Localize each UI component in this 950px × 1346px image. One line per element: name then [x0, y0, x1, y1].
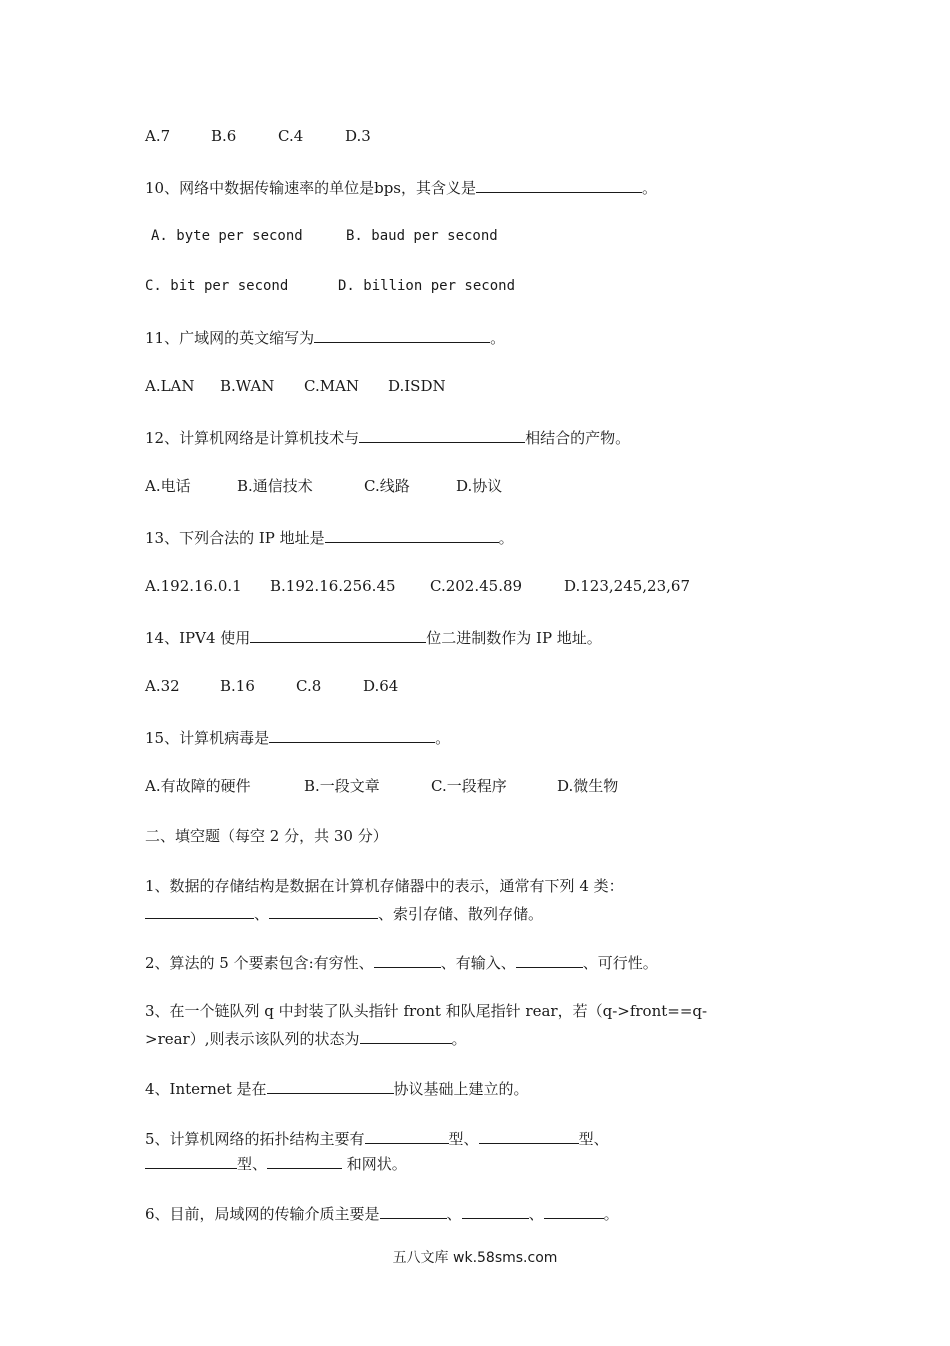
q9-option-b: B.6: [211, 127, 237, 145]
f5-blank-3: [145, 1152, 237, 1169]
q14-text: 14、IPV4 使用: [145, 629, 251, 647]
f2-blank-1: [374, 951, 441, 968]
f6-sep1: 、: [446, 1205, 462, 1223]
f3-line1: 3、在一个链队列 q 中封装了队头指针 front 和队尾指针 rear，若（q->front==q-: [145, 1002, 708, 1020]
f3-blank: [360, 1027, 452, 1044]
q15-question: [145, 726, 450, 748]
q12-text: 12、计算机网络是计算机技术与: [145, 429, 360, 447]
q14-option-a: A.32: [145, 677, 180, 695]
q10-option-a: A. byte per second: [151, 228, 303, 244]
q14-blank: [250, 626, 426, 643]
f5-line2: [145, 1152, 407, 1174]
f1-line2: [145, 902, 543, 924]
q11-end: 。: [490, 329, 506, 347]
f5-start: 5、计算机网络的拓扑结构主要有: [145, 1130, 365, 1148]
q15-options: [145, 776, 618, 796]
q14-options: [145, 676, 398, 696]
f2-end: 、可行性。: [582, 954, 658, 972]
f2-start: 2、算法的 5 个要素包含:有穷性、: [145, 954, 374, 972]
f3-line2-text: >rear）,则表示该队列的状态为: [145, 1030, 360, 1048]
f1-line1: 1、数据的存储结构是数据在计算机存储器中的表示，通常有下列 4 类：: [145, 877, 624, 895]
f4-blank: [267, 1077, 394, 1094]
q13-question: [145, 526, 514, 548]
f2-mid: 、有输入、: [440, 954, 516, 972]
f2-question: [145, 951, 658, 973]
q13-end: 。: [498, 529, 514, 547]
q10-end: 。: [642, 179, 658, 197]
q11-option-d: D.ISDN: [388, 377, 446, 395]
f5-blank-1: [365, 1127, 449, 1144]
q9-option-a: A.7: [145, 127, 171, 145]
q11-option-b: B.WAN: [220, 377, 275, 395]
q9-options: [145, 126, 371, 146]
q15-option-d: D.微生物: [557, 777, 619, 795]
q12-question: [145, 426, 630, 448]
f5-blank-2: [479, 1127, 579, 1144]
q11-option-c: C.MAN: [304, 377, 360, 395]
q14-option-c: C.8: [296, 677, 322, 695]
q11-options: [145, 376, 446, 396]
q10-text: 10、网络中数据传输速率的单位是bps，其含义是: [145, 179, 476, 197]
q13-option-c: C.202.45.89: [430, 577, 523, 595]
q15-text: 15、计算机病毒是: [145, 729, 270, 747]
f5-p1: 型、: [448, 1130, 479, 1148]
f1-blank-1: [145, 902, 254, 919]
f5-line1: [145, 1127, 609, 1149]
f1-sep: 、: [254, 905, 270, 923]
q10-question: [145, 176, 657, 198]
q15-option-b: B.一段文章: [304, 777, 380, 795]
q15-blank: [269, 726, 435, 743]
section2-heading: 二、填空题（每空 2 分，共 30 分）: [145, 827, 388, 845]
f5-end: 和网状。: [342, 1155, 407, 1173]
q15-end: 。: [435, 729, 451, 747]
q10-blank: [476, 176, 642, 193]
f2-blank-2: [516, 951, 583, 968]
q11-question: [145, 326, 505, 348]
footer-watermark: 五八文库 wk.58sms.com: [392, 1250, 558, 1266]
f4-start: 4、Internet 是在: [145, 1080, 267, 1098]
f6-blank-3: [544, 1202, 604, 1219]
q15-option-a: A.有故障的硬件: [145, 777, 251, 795]
q10-option-c: C. bit per second: [145, 278, 289, 294]
q12-option-a: A.电话: [145, 477, 191, 495]
f5-p2: 型、: [578, 1130, 609, 1148]
q12-blank: [359, 426, 525, 443]
q12-option-d: D.协议: [456, 477, 503, 495]
f6-sep2: 、: [528, 1205, 544, 1223]
f1-blank-2: [269, 902, 378, 919]
q14-question: [145, 626, 602, 648]
q10-options-row2: [145, 276, 515, 296]
q10-options-row1: [151, 226, 498, 246]
q10-option-d: D. billion per second: [338, 278, 516, 294]
f5-blank-4: [267, 1152, 342, 1169]
f4-end: 协议基础上建立的。: [393, 1080, 529, 1098]
q10-option-b: B. baud per second: [346, 228, 498, 244]
q15-option-c: C.一段程序: [431, 777, 507, 795]
f6-end: 。: [603, 1205, 619, 1223]
q13-option-b: B.192.16.256.45: [270, 577, 396, 595]
q9-option-d: D.3: [345, 127, 371, 145]
f6-question: [145, 1202, 619, 1224]
q11-text: 11、广域网的英文缩写为: [145, 329, 315, 347]
q13-option-a: A.192.16.0.1: [145, 577, 242, 595]
q13-option-d: D.123,245,23,67: [564, 577, 690, 595]
q12-option-c: C.线路: [364, 477, 410, 495]
f5-p3: 型、: [237, 1155, 268, 1173]
q13-blank: [325, 526, 499, 543]
q12-option-b: B.通信技术: [237, 477, 313, 495]
q12-options: [145, 476, 502, 496]
f6-blank-2: [462, 1202, 529, 1219]
q9-option-c: C.4: [278, 127, 304, 145]
q14-option-d: D.64: [363, 677, 399, 695]
f3-line2: [145, 1027, 467, 1049]
f6-start: 6、目前，局域网的传输介质主要是: [145, 1205, 380, 1223]
f6-blank-1: [380, 1202, 447, 1219]
q13-options: [145, 576, 690, 596]
q11-blank: [314, 326, 490, 343]
f1-end: 、索引存储、散列存储。: [378, 905, 544, 923]
q14-end: 位二进制数作为 IP 地址。: [426, 629, 602, 647]
f3-end: 。: [451, 1030, 467, 1048]
f4-question: [145, 1077, 529, 1099]
q11-option-a: A.LAN: [145, 377, 195, 395]
q14-option-b: B.16: [220, 677, 255, 695]
q13-text: 13、下列合法的 IP 地址是: [145, 529, 325, 547]
q12-end: 相结合的产物。: [525, 429, 631, 447]
